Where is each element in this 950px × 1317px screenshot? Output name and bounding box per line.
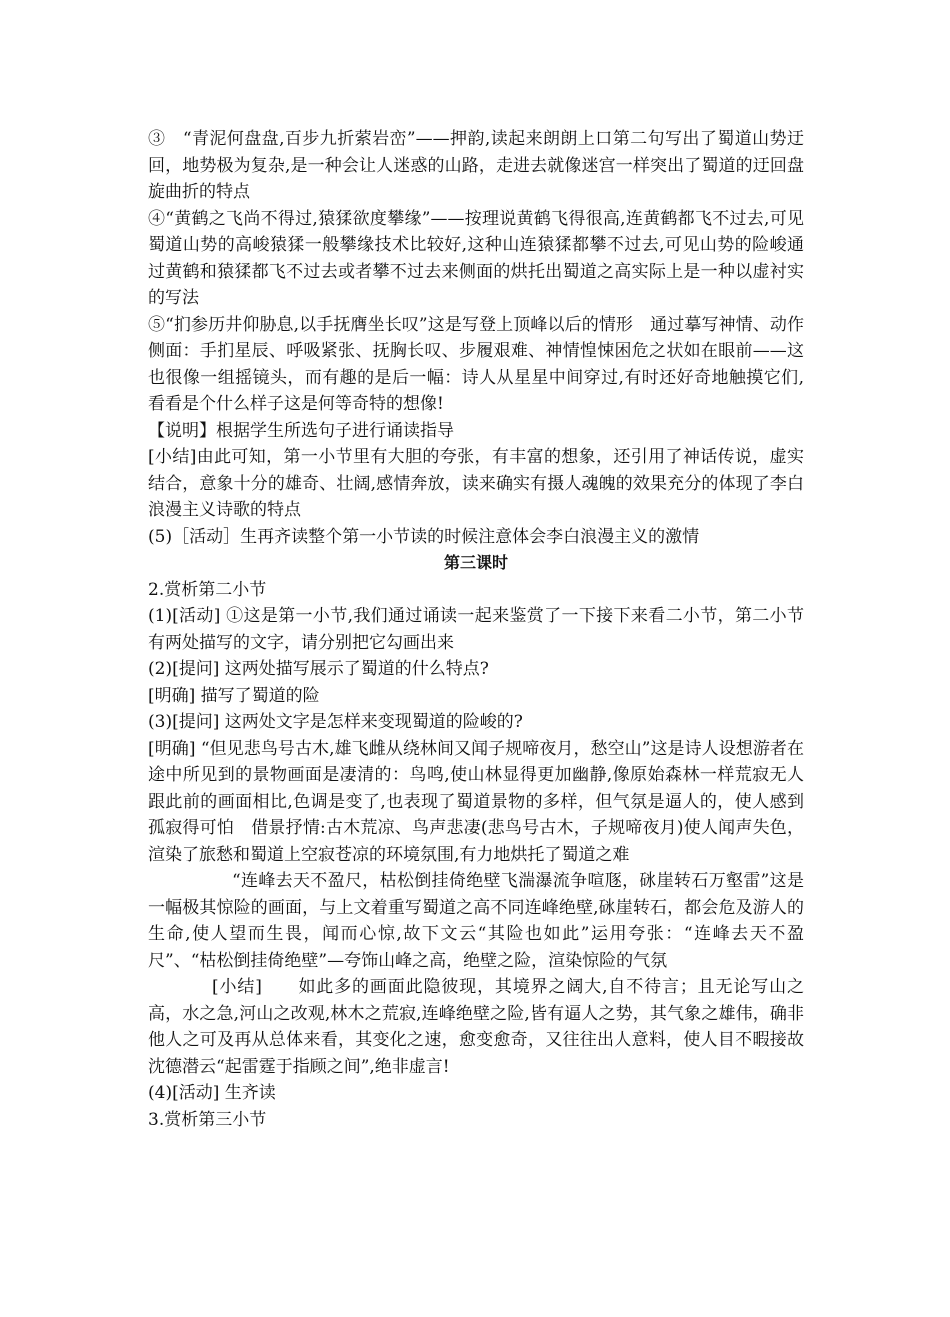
paragraph-activity-1: (1)[活动] ①这是第一小节,我们通过诵读一起来鉴赏了一下接下来看二小节，第二小节有两处描写的文字，请分别把它勾画出来 <box>148 606 804 653</box>
paragraph-question-2: (2)[提问] 这两处描写展示了蜀道的什么特点? <box>148 659 489 679</box>
paragraph-activity-5: (5)［活动］生再齐读整个第一小节读的时候注意体会李白浪漫主义的激情 <box>148 526 700 547</box>
paragraph-section-3-title: 3.赏析第三小节 <box>148 1109 267 1130</box>
paragraph-question-3: (3)[提问] 这两处文字是怎样来变现蜀道的险峻的? <box>148 712 523 732</box>
paragraph-summary-2: [小结] 如此多的画面此隐彼现，其境界之阔大,自不待言；且无论写山之高，水之急,河山之改观,林木之荒寂,连峰绝壁之险,皆有逼人之势，其气象之雄伟，确非他人之可及再从总体来看，其变化之速，愈变愈奇，又往往出人意料，使人目不暇接故沈德潜云“起雷霆于指顾之间”,绝非虚言! <box>148 977 804 1077</box>
paragraph-analysis-3: ③ “青泥何盘盘,百步九折萦岩峦”——押韵,读起来朗朗上口第二句写出了蜀道山势迂回，地势极为复杂,是一种会让人迷惑的山路，走进去就像迷宫一样突出了蜀道的迂回盘旋曲折的特点 <box>148 129 804 202</box>
section-heading: 第三课时 <box>443 553 508 572</box>
paragraph-summary-1: [小结]由此可知，第一小节里有大胆的夸张，有丰富的想象，还引用了神话传说，虚实结合，意象十分的雄奇、壮阔,感情奔放，读来确实有摄人魂魄的效果充分的体现了李白浪漫主义诗歌的特点 <box>148 447 804 520</box>
paragraph-answer-2: [明确] 描写了蜀道的险 <box>148 685 320 706</box>
paragraph-quote-analysis: “连峰去天不盈尺，枯松倒挂倚绝壁飞湍瀑流争喧豗，砯崖转石万壑雷”这是一幅极其惊险的画面，与上文着重写蜀道之高不同连峰绝壁,砯崖转石，都会危及游人的生命,使人望而生畏，闻而心惊,故下文云“其险也如此”运用夸张：“连峰去天不盈尺”、“枯松倒挂倚绝壁”—夸饰山峰之高，绝壁之险，渲染惊险的气氛 <box>148 871 804 971</box>
paragraph-answer-3: [明确] “但见悲鸟号古木,雄飞雌从绕林间又闻子规啼夜月，愁空山”这是诗人设想游者在途中所见到的景物画面是凄清的：鸟鸣,使山林显得更加幽静,像原始森林一样荒寂无人跟此前的画面相比,色调是变了,也表现了蜀道景物的多样，但气氛是逼人的，使人感到孤寂得可怕 借景抒情:古木荒凉、鸟声悲凄(悲鸟号古木，子规啼夜月)使人闻声失色，渲染了旅愁和蜀道上空寂苍凉的环境氛围,有力地烘托了蜀道之难 <box>148 738 804 865</box>
paragraph-note: 【说明】根据学生所选句子进行诵读指导 <box>148 420 454 441</box>
paragraph-analysis-5: ⑤“扪参历井仰胁息,以手抚膺坐长叹”这是写登上顶峰以后的情形 通过摹写神情、动作侧面：手扪星辰、呼吸紧张、抚胸长叹、步履艰难、神情惶悚困危之状如在眼前——这也很像一组摇镜头，而有趣的是后一幅：诗人从星星中间穿过,有时还好奇地触摸它们,看看是个什么样子这是何等奇特的想像! <box>148 314 804 414</box>
paragraph-activity-4: (4)[活动] 生齐读 <box>148 1083 276 1103</box>
paragraph-section-2-title: 2.赏析第二小节 <box>148 579 267 600</box>
paragraph-analysis-4: ④“黄鹤之飞尚不得过,猿猱欲度攀缘”——按理说黄鹤飞得很高,连黄鹤都飞不过去,可见蜀道山势的高峻猿猱一般攀缘技术比较好,这种山连猿猱都攀不过去,可见山势的险峻通过黄鹤和猿猱都飞不过去或者攀不过去来侧面的烘托出蜀道之高实际上是一种以虚衬实的写法 <box>148 208 804 308</box>
document-page <box>148 126 804 1133</box>
